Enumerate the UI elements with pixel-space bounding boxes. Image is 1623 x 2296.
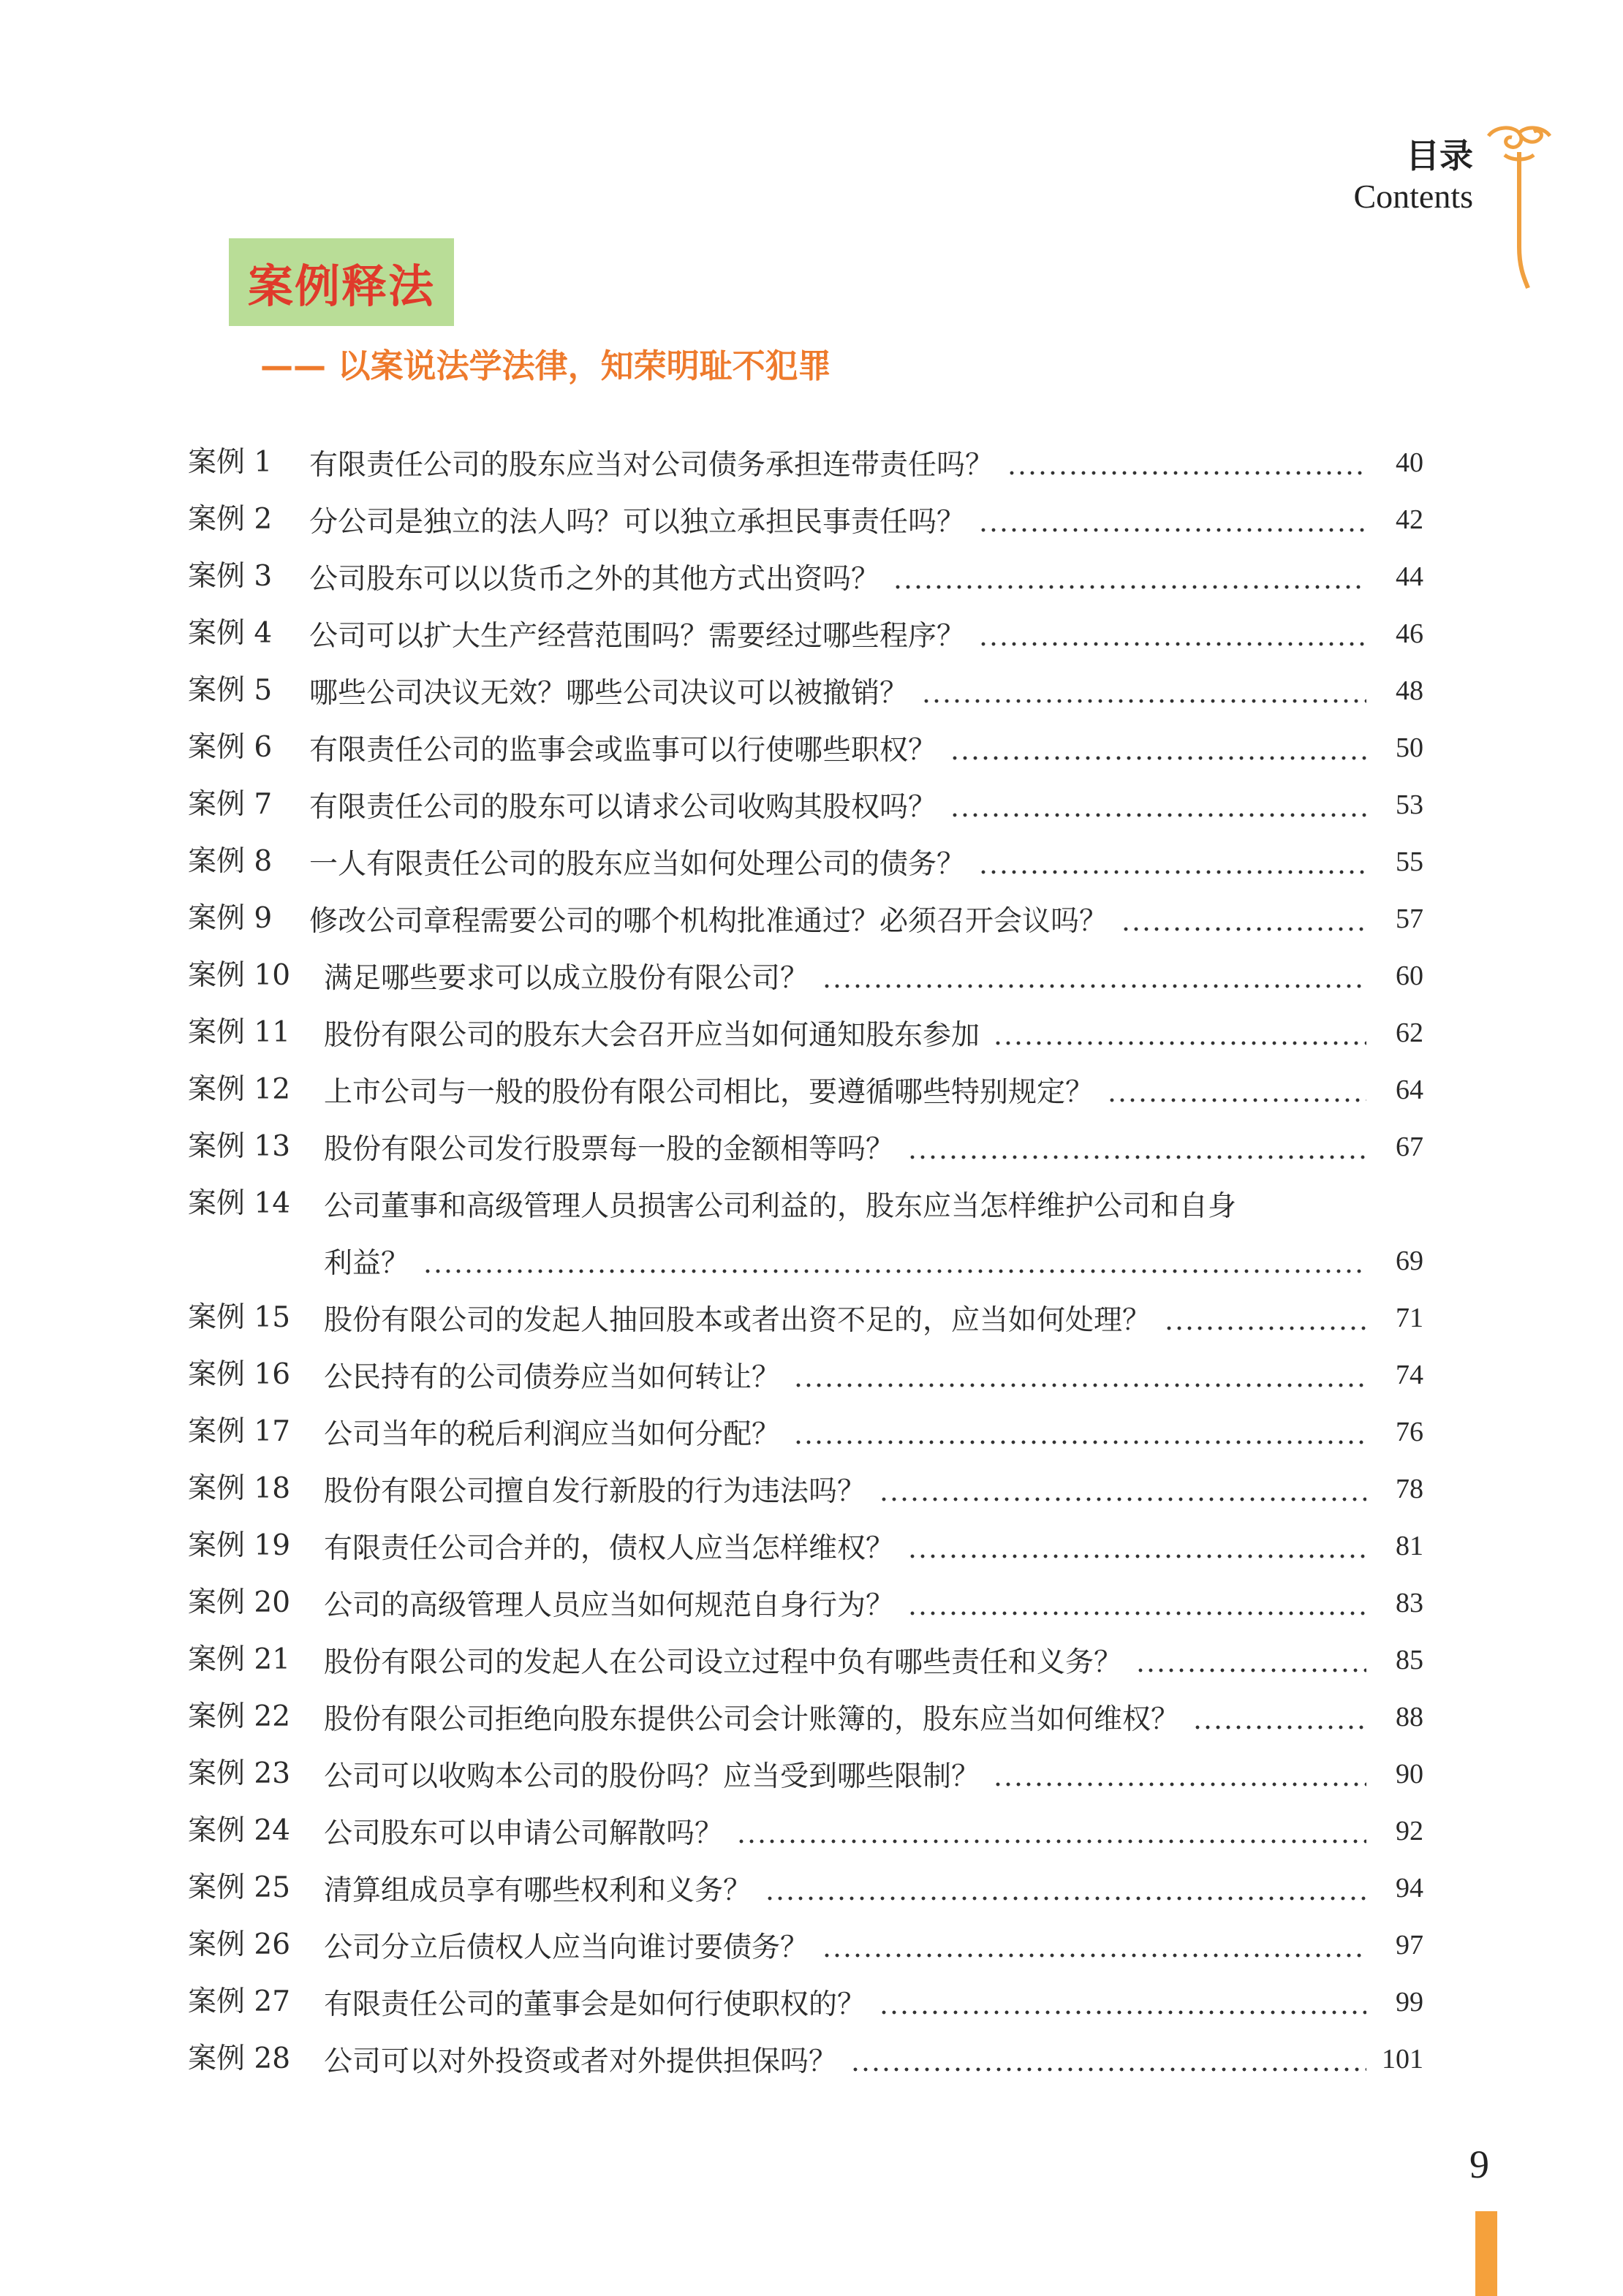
toc-entry-page: 60 — [1396, 961, 1423, 991]
dot-leader — [850, 2031, 1366, 2088]
toc-entry[interactable] — [188, 1746, 1423, 1803]
section-title: 案例释法 — [247, 259, 435, 313]
toc-entry-label: 案例 5 — [188, 674, 273, 707]
dot-leader — [978, 491, 1366, 548]
toc-entry-title: 公司股东可以申请公司解散吗？ — [324, 1817, 724, 1850]
dot-leader — [893, 548, 1366, 605]
dot-leader — [1007, 434, 1366, 491]
dot-leader — [793, 1346, 1366, 1403]
toc-entry[interactable] — [188, 776, 1423, 833]
toc-entry-label: 案例 24 — [188, 1814, 291, 1847]
toc-entry[interactable] — [188, 1575, 1423, 1632]
toc-entry-label: 案例 9 — [188, 902, 273, 935]
toc-entry-title: 有限责任公司的股东应当对公司债务承担连带责任吗？ — [309, 449, 994, 482]
toc-entry-title: 公民持有的公司债券应当如何转让？ — [324, 1361, 781, 1394]
toc-entry-title: 有限责任公司的股东可以请求公司收购其股权吗？ — [309, 791, 937, 824]
dot-leader — [793, 1403, 1366, 1460]
toc-entry-label: 案例 11 — [188, 1016, 291, 1049]
toc-entry[interactable] — [188, 1917, 1423, 1974]
toc-entry-label: 案例 26 — [188, 1928, 291, 1961]
toc-entry[interactable] — [188, 491, 1423, 548]
dot-leader — [921, 662, 1366, 719]
toc-entry-page: 88 — [1396, 1702, 1423, 1732]
toc-entry-title: 股份有限公司发行股票每一股的金额相等吗？ — [324, 1133, 895, 1166]
toc-entry[interactable] — [188, 1289, 1423, 1346]
toc-entry-page: 90 — [1396, 1759, 1423, 1789]
toc-entry-label: 案例 1 — [188, 446, 273, 479]
toc-entry-page: 50 — [1396, 732, 1423, 763]
toc-entry-label: 案例 19 — [188, 1529, 291, 1562]
toc-entry-title: 股份有限公司的发起人在公司设立过程中负有哪些责任和义务？ — [324, 1646, 1123, 1679]
toc-entry-page: 62 — [1396, 1018, 1423, 1048]
toc-entry[interactable] — [188, 1004, 1423, 1061]
toc-entry-page: 48 — [1396, 675, 1423, 706]
toc-entry[interactable] — [188, 1118, 1423, 1175]
toc-entry-label: 案例 10 — [188, 959, 291, 992]
toc-entry[interactable] — [188, 947, 1423, 1004]
toc-entry-page: 53 — [1396, 789, 1423, 820]
toc-entry-title: 公司的高级管理人员应当如何规范自身行为？ — [324, 1589, 895, 1622]
toc-entry-page: 57 — [1396, 903, 1423, 934]
toc-entry-label: 案例 25 — [188, 1871, 291, 1904]
toc-entry-page: 85 — [1396, 1645, 1423, 1675]
dot-leader — [907, 1518, 1366, 1575]
toc-entry-title: 哪些公司决议无效？哪些公司决议可以被撤销？ — [309, 677, 909, 710]
dot-leader — [765, 1860, 1366, 1917]
toc-entry[interactable] — [188, 1632, 1423, 1689]
dot-leader — [950, 719, 1366, 776]
toc-entry-title: 一人有限责任公司的股东应当如何处理公司的债务？ — [309, 848, 966, 881]
toc-entry-label: 案例 3 — [188, 560, 273, 593]
toc-entry[interactable] — [188, 1061, 1423, 1118]
toc-entry[interactable] — [188, 548, 1423, 605]
toc-entry-label: 案例 28 — [188, 2042, 291, 2075]
header-title-en: Contents — [1353, 178, 1473, 215]
table-of-contents — [188, 434, 1423, 2088]
toc-entry-label: 案例 2 — [188, 503, 273, 536]
toc-entry-title: 分公司是独立的法人吗？可以独立承担民事责任吗？ — [309, 506, 966, 539]
dot-leader — [1107, 1061, 1366, 1118]
toc-entry[interactable] — [188, 719, 1423, 776]
section-banner — [229, 238, 454, 326]
toc-entry-label: 案例 17 — [188, 1415, 291, 1448]
toc-entry-page: 46 — [1396, 618, 1423, 649]
toc-entry[interactable] — [188, 1974, 1423, 2031]
toc-entry-page: 81 — [1396, 1531, 1423, 1561]
toc-entry-title: 公司分立后债权人应当向谁讨要债务？ — [324, 1931, 809, 1964]
toc-entry-title: 股份有限公司的股东大会召开应当如何通知股东参加 — [324, 1019, 980, 1052]
toc-entry-label: 案例 4 — [188, 617, 273, 650]
toc-entry-page: 64 — [1396, 1075, 1423, 1105]
dot-leader — [1135, 1632, 1366, 1689]
dot-leader — [879, 1460, 1366, 1518]
toc-entry-title: 满足哪些要求可以成立股份有限公司？ — [324, 962, 809, 995]
dot-leader — [1192, 1689, 1366, 1746]
toc-entry[interactable] — [188, 434, 1423, 491]
toc-entry-label: 案例 16 — [188, 1358, 291, 1391]
dot-leader — [423, 1232, 1366, 1289]
toc-entry-title-cont: 利益？ — [324, 1247, 410, 1280]
header-title-zh: 目录 — [1406, 136, 1473, 175]
dot-leader — [978, 605, 1366, 662]
toc-entry-title: 公司当年的税后利润应当如何分配？ — [324, 1418, 781, 1451]
dot-leader — [879, 1974, 1366, 2031]
toc-entry-title: 股份有限公司的发起人抽回股本或者出资不足的，应当如何处理？ — [324, 1304, 1151, 1337]
page-tab — [1475, 2211, 1497, 2296]
dot-leader — [978, 833, 1366, 890]
toc-entry-page: 44 — [1396, 561, 1423, 592]
toc-entry-page: 67 — [1396, 1132, 1423, 1162]
section-subtitle: —— 以案说法学法律，知荣明耻不犯罪 — [260, 346, 831, 385]
toc-entry[interactable] — [188, 1860, 1423, 1917]
toc-entry-label: 案例 22 — [188, 1700, 291, 1733]
dot-leader — [907, 1575, 1366, 1632]
toc-entry-page: 78 — [1396, 1474, 1423, 1504]
toc-entry-continuation[interactable] — [188, 1232, 1423, 1289]
toc-entry-label: 案例 15 — [188, 1301, 291, 1334]
toc-entry-label: 案例 23 — [188, 1757, 291, 1790]
toc-entry-page: 55 — [1396, 846, 1423, 877]
toc-entry-page: 71 — [1396, 1303, 1423, 1333]
dot-leader — [822, 1917, 1366, 1974]
toc-entry-title: 公司可以收购本公司的股份吗？应当受到哪些限制？ — [324, 1760, 980, 1793]
toc-entry-label: 案例 21 — [188, 1643, 291, 1676]
toc-entry-page: 94 — [1396, 1873, 1423, 1903]
toc-entry-page: 83 — [1396, 1588, 1423, 1618]
toc-entry[interactable] — [188, 1346, 1423, 1403]
toc-entry-label: 案例 20 — [188, 1586, 291, 1619]
toc-entry[interactable] — [188, 605, 1423, 662]
toc-entry-label: 案例 13 — [188, 1130, 291, 1163]
toc-entry[interactable] — [188, 1803, 1423, 1860]
toc-entry-title: 公司可以对外投资或者对外提供担保吗？ — [324, 2045, 838, 2078]
toc-entry-title: 公司董事和高级管理人员损害公司利益的，股东应当怎样维护公司和自身 — [324, 1190, 1237, 1223]
dot-leader — [1121, 890, 1366, 947]
toc-entry-title: 有限责任公司的监事会或监事可以行使哪些职权？ — [309, 734, 937, 767]
toc-entry[interactable] — [188, 2031, 1423, 2088]
toc-entry-label: 案例 12 — [188, 1073, 291, 1106]
dot-leader — [907, 1118, 1366, 1175]
toc-entry[interactable] — [188, 1175, 1423, 1232]
toc-entry[interactable] — [188, 1518, 1423, 1575]
toc-entry[interactable] — [188, 1689, 1423, 1746]
contents-header — [1353, 135, 1473, 217]
toc-entry[interactable] — [188, 833, 1423, 890]
toc-entry[interactable] — [188, 1460, 1423, 1518]
dot-leader — [993, 1004, 1366, 1061]
toc-entry[interactable] — [188, 662, 1423, 719]
toc-entry-page: 99 — [1396, 1987, 1423, 2017]
ornament-icon — [1475, 123, 1556, 291]
toc-entry-page: 74 — [1396, 1360, 1423, 1390]
toc-entry-title: 公司股东可以以货币之外的其他方式出资吗？ — [309, 563, 880, 596]
toc-entry-label: 案例 27 — [188, 1985, 291, 2018]
toc-entry-title: 有限责任公司合并的，债权人应当怎样维权？ — [324, 1532, 895, 1565]
toc-entry-page: 101 — [1382, 2044, 1423, 2075]
toc-entry-page: 76 — [1396, 1417, 1423, 1447]
toc-entry-page: 40 — [1396, 447, 1423, 478]
toc-entry[interactable] — [188, 890, 1423, 947]
dot-leader — [822, 947, 1366, 1004]
toc-entry-title: 修改公司章程需要公司的哪个机构批准通过？必须召开会议吗？ — [309, 905, 1108, 938]
toc-entry-title: 股份有限公司拒绝向股东提供公司会计账簿的，股东应当如何维权？ — [324, 1703, 1180, 1736]
toc-entry-page: 42 — [1396, 504, 1423, 535]
toc-entry-page: 92 — [1396, 1816, 1423, 1846]
page-number: 9 — [1469, 2142, 1489, 2186]
dot-leader — [736, 1803, 1366, 1860]
toc-entry-label: 案例 18 — [188, 1472, 291, 1505]
toc-entry-title: 公司可以扩大生产经营范围吗？需要经过哪些程序？ — [309, 620, 966, 653]
dot-leader — [993, 1746, 1366, 1803]
toc-entry-title: 清算组成员享有哪些权利和义务？ — [324, 1874, 752, 1907]
toc-entry-title: 有限责任公司的董事会是如何行使职权的？ — [324, 1988, 866, 2021]
toc-entry-title: 股份有限公司擅自发行新股的行为违法吗？ — [324, 1475, 866, 1508]
dot-leader — [950, 776, 1366, 833]
toc-entry-label: 案例 6 — [188, 731, 273, 764]
dot-leader — [1164, 1289, 1366, 1346]
toc-entry-label: 案例 14 — [188, 1187, 291, 1220]
toc-entry[interactable] — [188, 1403, 1423, 1460]
toc-entry-title: 上市公司与一般的股份有限公司相比，要遵循哪些特别规定？ — [324, 1076, 1094, 1109]
toc-entry-page: 69 — [1396, 1246, 1423, 1276]
toc-entry-page: 97 — [1396, 1930, 1423, 1960]
toc-entry-label: 案例 8 — [188, 845, 273, 878]
toc-entry-label: 案例 7 — [188, 788, 273, 821]
